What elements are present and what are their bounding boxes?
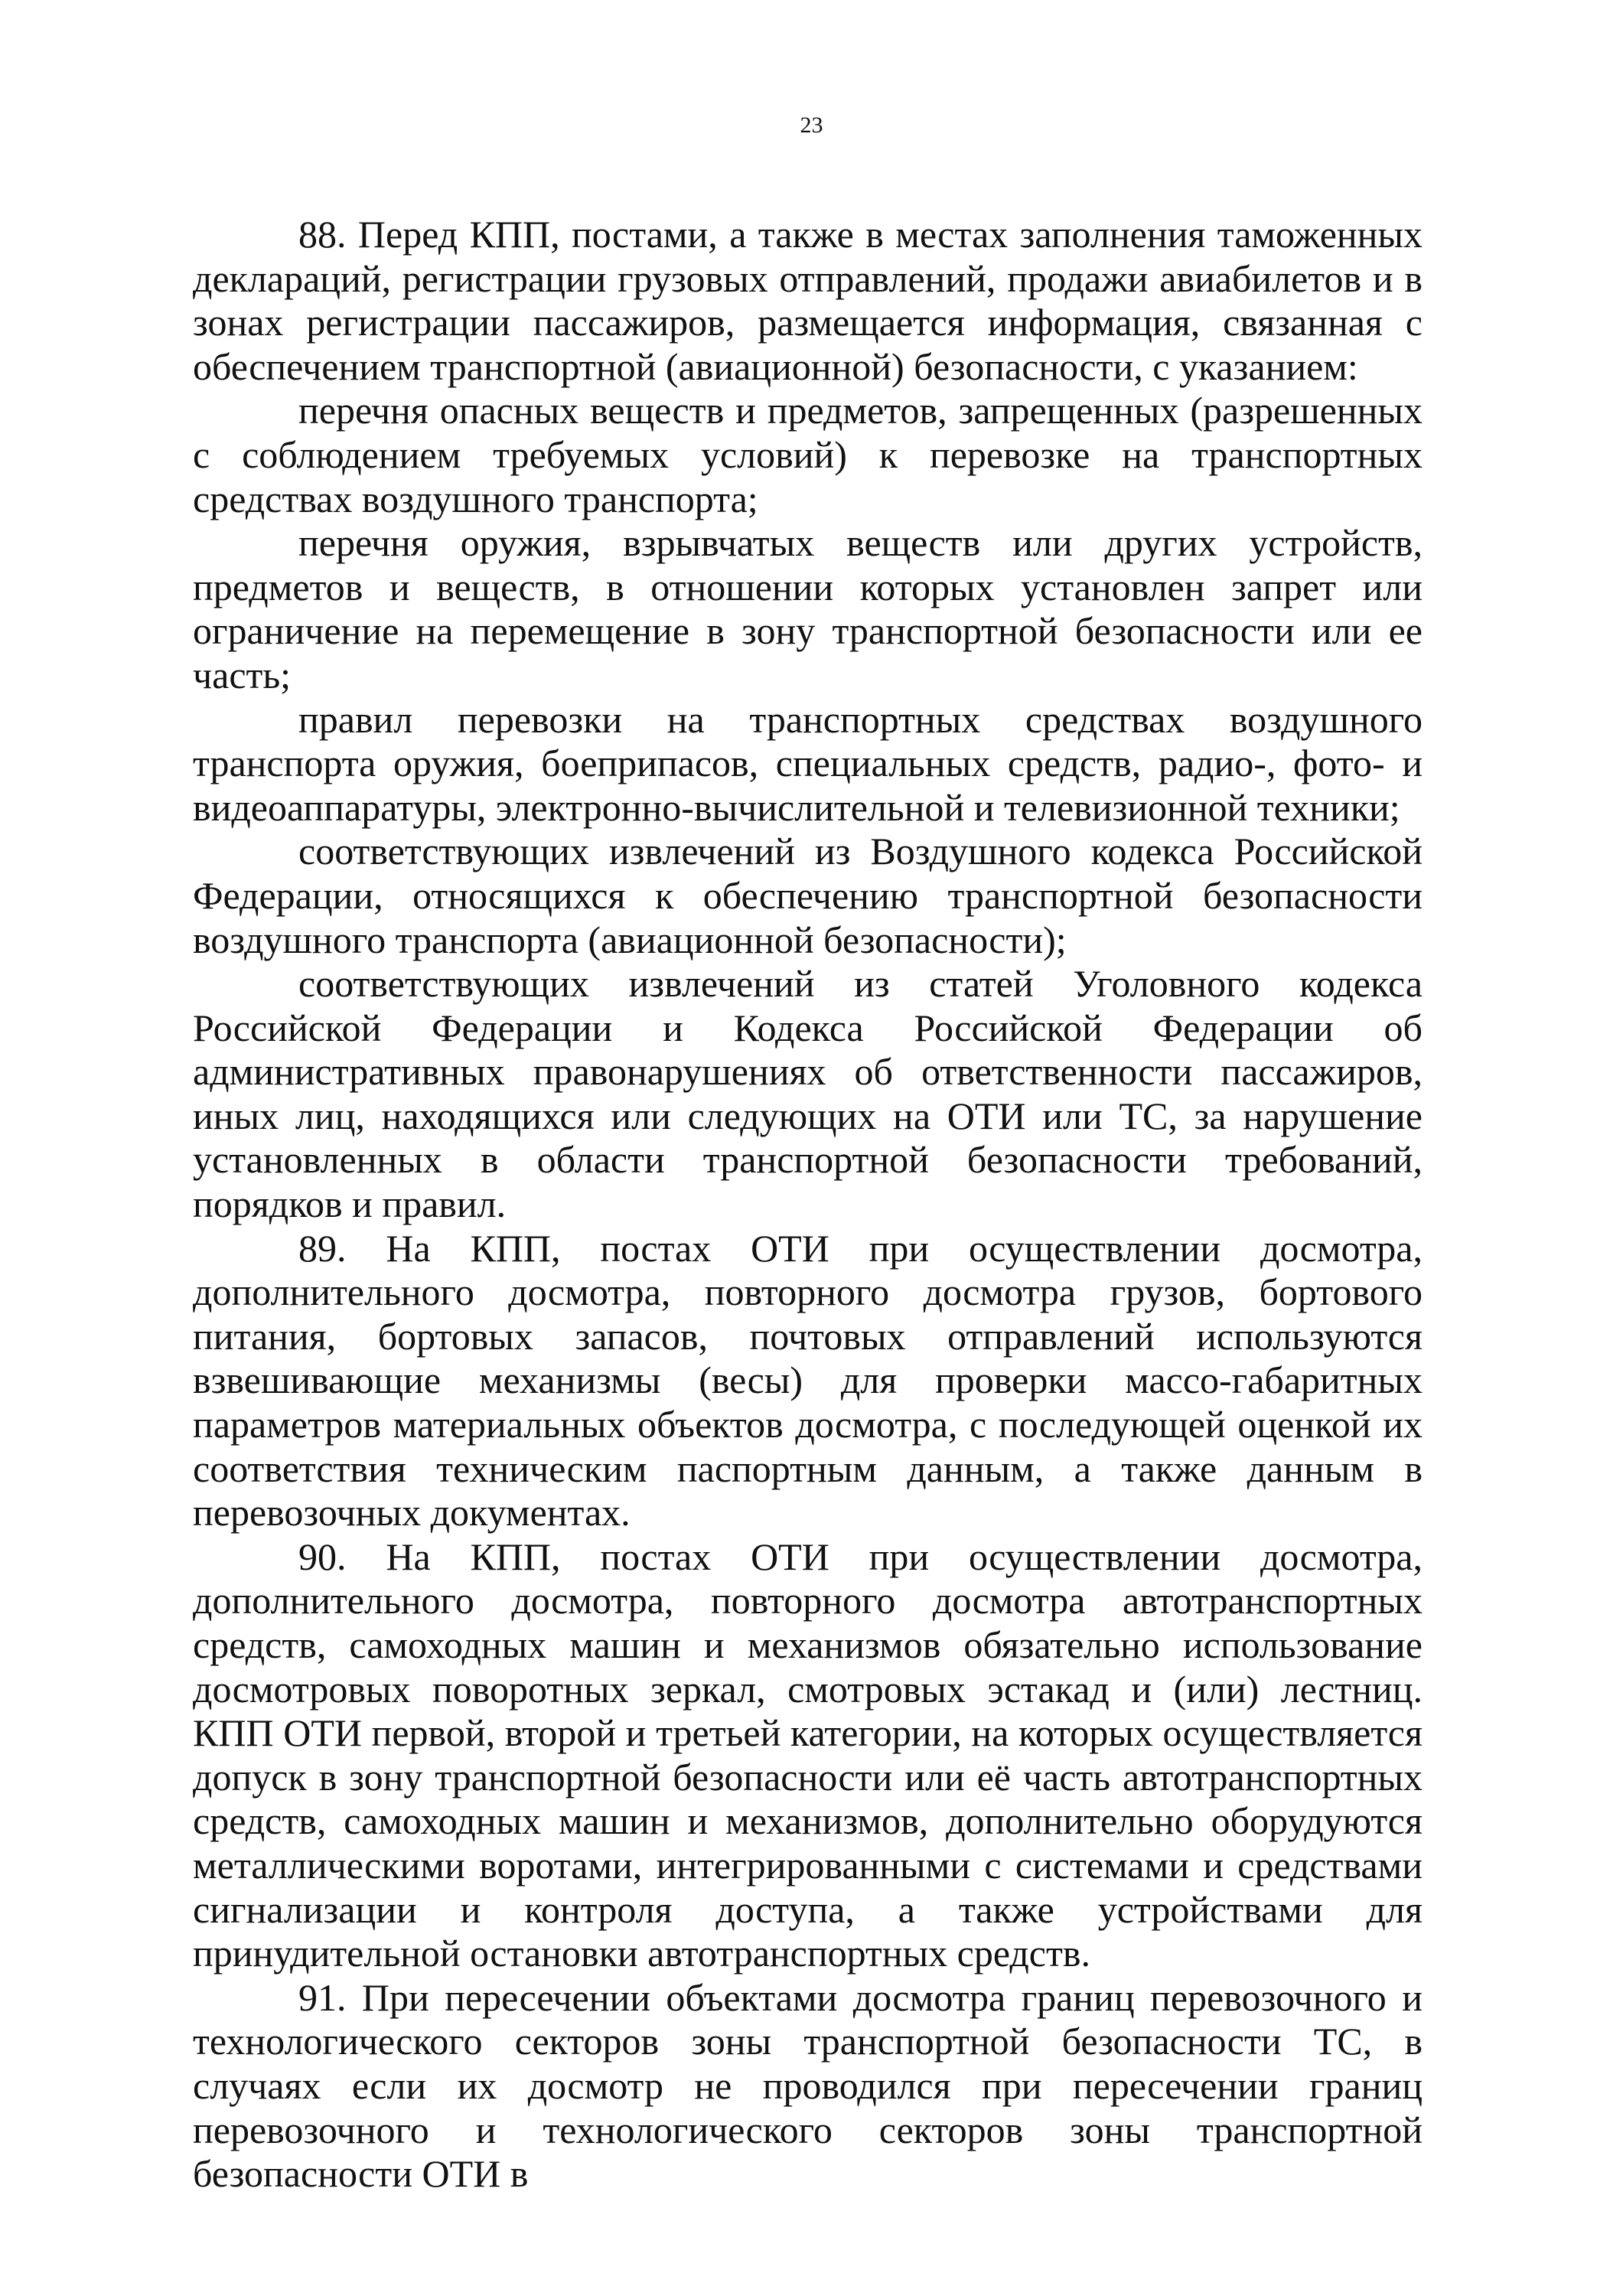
list-item-criminal-code-extracts: соответствующих извлечений из статей Уголовного кодекса Российской Федерации и Кодекса Российской Федерации об административных правонарушениях об ответственности пассажиров, иных лиц, находящихся или следующих на ОТИ или ТС, за нарушение установленных в области транспортной безопасности требований, порядков и правил. bbox=[193, 962, 1423, 1226]
paragraph-91: 91. При пересечении объектами досмотра границ перевозочного и технологического секторов зоны транспортной безопасности ТС, в случаях если их досмотр не проводился при пересечении границ перевозочного и технологического секторов зоны транспортной безопасности ОТИ в bbox=[193, 1975, 1423, 2196]
document-body bbox=[193, 213, 1423, 2197]
list-item-air-code-extracts: соответствующих извлечений из Воздушного кодекса Российской Федерации, относящихся к обеспечению транспортной безопасности воздушного транспорта (авиационной безопасности); bbox=[193, 830, 1423, 961]
paragraph-89: 89. На КПП, постах ОТИ при осуществлении досмотра, дополнительного досмотра, повторного досмотра грузов, бортового питания, бортовых запасов, почтовых отправлений используются взвешивающие механизмы (весы) для проверки массо-габаритных параметров материальных объектов досмотра, с последующей оценкой их соответствия техническим паспортным данным, а также данным в перевозочных документах. bbox=[193, 1226, 1423, 1534]
paragraph-88: 88. Перед КПП, постами, а также в местах заполнения таможенных деклараций, регистрации грузовых отправлений, продажи авиабилетов и в зонах регистрации пассажиров, размещается информация, связанная с обеспечением транспортной (авиационной) безопасности, с указанием: bbox=[193, 213, 1423, 388]
list-item-dangerous-substances: перечня опасных веществ и предметов, запрещенных (разрешенных с соблюдением требуемых условий) к перевозке на транспортных средствах воздушного транспорта; bbox=[193, 389, 1423, 520]
list-item-transport-rules: правил перевозки на транспортных средствах воздушного транспорта оружия, боеприпасов, специальных средств, радио-, фото- и видеоаппаратуры, электронно-вычислительной и телевизионной техники; bbox=[193, 697, 1423, 829]
page-number: 23 bbox=[800, 113, 823, 138]
list-item-weapons: перечня оружия, взрывчатых веществ или других устройств, предметов и веществ, в отношении которых установлен запрет или ограничение на перемещение в зону транспортной безопасности или ее часть; bbox=[193, 521, 1423, 696]
paragraph-90: 90. На КПП, постах ОТИ при осуществлении досмотра, дополнительного досмотра, повторного досмотра автотранспортных средств, самоходных машин и механизмов обязательно использование досмотровых поворотных зеркал, смотровых эстакад и (или) лестниц. КПП ОТИ первой, второй и третьей категории, на которых осуществляется допуск в зону транспортной безопасности или её часть автотранспортных средств, самоходных машин и механизмов, дополнительно оборудуются металлическими воротами, интегрированными с системами и средствами сигнализации и контроля доступа, а также устройствами для принудительной остановки автотранспортных средств. bbox=[193, 1534, 1423, 1975]
